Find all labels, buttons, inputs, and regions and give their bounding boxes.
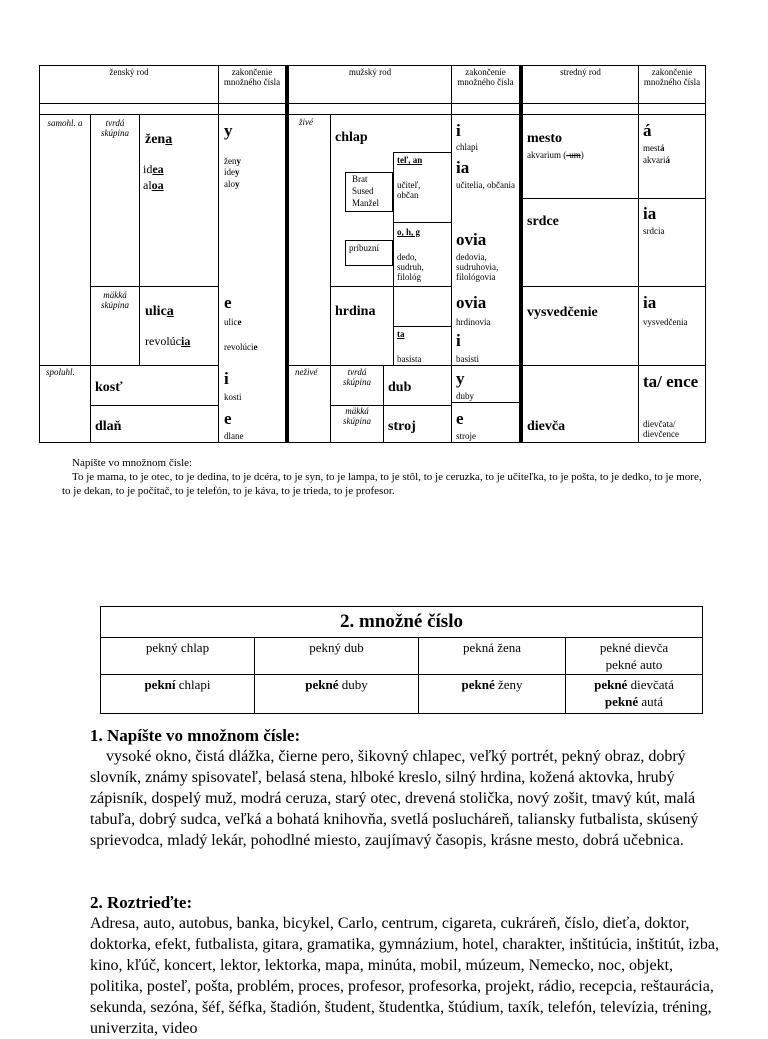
word-dlan: dlaň xyxy=(95,419,122,434)
label-tel-an: teľ, an xyxy=(397,155,423,165)
header-ending-male: zakončenie množného čísla xyxy=(457,67,514,87)
cell-pekna-zena: pekná žena xyxy=(419,638,566,675)
exercise-body: To je mama, to je otec, to je dedina, to je dcéra, to je syn, to je lampa, to je stôl, to je ceruzka, to je učiteľka, to je pošta, to je dedko, to je more, to je dekan, to je počítač, to je telefón, to je káva, to je trieda, to je profesor. xyxy=(62,471,702,497)
ending-ia2-neuter: ia xyxy=(643,293,657,312)
label-ta: ta xyxy=(397,329,405,339)
header-neuter: stredný rod xyxy=(560,67,601,77)
ending-ia-neuter: ia xyxy=(643,204,657,223)
word-kosti: kosti xyxy=(224,392,242,402)
word-brat: Brat xyxy=(352,174,368,184)
word-mesto: mesto xyxy=(527,131,562,146)
word-chlapi: chlapi xyxy=(456,142,478,152)
plural-table xyxy=(100,606,703,714)
word-dlane: dlane xyxy=(224,431,244,441)
word-akvaria: akvariá xyxy=(643,155,670,165)
section-2-title: 2. Roztrieďte: xyxy=(90,893,193,912)
header-ending-neuter: zakončenie množného čísla xyxy=(643,67,701,87)
cell-pekne-dievcata: pekné dievčatá pekné autá xyxy=(566,675,703,714)
ending-ta-ence: ta/ ence xyxy=(643,372,699,391)
ending-e2: e xyxy=(224,409,232,428)
cell-pekni-chlapi: pekní chlapi xyxy=(101,675,255,714)
ending-y: y xyxy=(224,121,233,140)
cell-pekne-duby: pekné duby xyxy=(255,675,419,714)
section-1-title: 1. Napíšte vo množnom čísle: xyxy=(90,726,301,745)
label-makka-female: mäkká skúpina xyxy=(101,290,129,310)
word-aloa: aloa xyxy=(143,178,164,192)
header-male: mužský rod xyxy=(348,67,392,77)
word-hrdina: hrdina xyxy=(335,304,376,319)
ending-y-male: y xyxy=(456,369,465,388)
label-makka-male: mäkká skúpina xyxy=(343,406,371,426)
word-manzel: Manžel xyxy=(352,198,379,208)
word-ulice: ulice xyxy=(224,317,242,327)
ending-e-male: e xyxy=(456,409,464,428)
cell-pekny-chlap: pekný chlap xyxy=(101,638,255,675)
word-dievca: dievča xyxy=(527,419,566,434)
word-mesta: mestá xyxy=(643,143,665,153)
word-stroj: stroj xyxy=(388,419,416,434)
word-hrdinovia: hrdinovia xyxy=(456,317,491,327)
word-ulica: ulica xyxy=(145,304,174,319)
word-zeny: ženy xyxy=(224,156,241,166)
word-srdce: srdce xyxy=(527,214,559,229)
label-o-h-g: o, h, g xyxy=(397,227,421,237)
ending-e: e xyxy=(224,293,232,312)
word-aloy: aloy xyxy=(224,179,240,189)
word-ucitelia: učitelia, občania xyxy=(456,180,515,190)
ending-i-male: i xyxy=(456,121,461,140)
word-sused: Sused xyxy=(352,186,374,196)
label-nezive: neživé xyxy=(295,367,318,377)
word-pribuzni: príbuzní xyxy=(349,243,379,253)
section-2 xyxy=(90,892,720,1037)
cell-pekne-zeny: pekné ženy xyxy=(419,675,566,714)
ending-ovia: ovia xyxy=(456,230,487,249)
word-dedo: dedo, sudruh, filológ xyxy=(397,252,424,282)
word-duby: duby xyxy=(456,391,474,401)
word-stroje: stroje xyxy=(456,431,476,441)
header-ending-female: zakončenie množného čísla xyxy=(223,67,281,87)
ending-i2-male: i xyxy=(456,331,461,350)
ending-a: á xyxy=(643,121,652,140)
header-female: ženský rod xyxy=(109,67,149,77)
label-spoluhl: spoluhl. xyxy=(46,367,75,377)
word-revolucia: revolúcia xyxy=(145,334,191,348)
ending-i-female: i xyxy=(224,369,229,388)
word-idea: idea xyxy=(143,162,164,176)
word-dievcata: dievčata/ dievčence xyxy=(643,419,679,439)
word-vysvedcenia: vysvedčenia xyxy=(643,317,688,327)
word-dub: dub xyxy=(388,380,412,395)
label-zive: živé xyxy=(299,117,313,127)
label-tvrda-male: tvrdá skúpina xyxy=(343,367,371,387)
section-1 xyxy=(90,725,720,851)
word-kost: kosť xyxy=(95,380,123,395)
label-tvrda-female: tvrdá skúpina xyxy=(101,118,129,138)
plural-table-title: 2. množné číslo xyxy=(101,607,703,638)
word-srdcia: srdcia xyxy=(643,226,665,236)
exercise-title: Napíšte vo množnom čísle: xyxy=(72,457,193,469)
word-dedovia: dedovia, sudruhovia, filológovia xyxy=(456,252,499,282)
ending-ia-male: ia xyxy=(456,158,470,177)
word-vysvedcenie: vysvedčenie xyxy=(527,305,598,320)
word-akvarium: akvarium (-um) xyxy=(527,150,584,160)
word-chlap: chlap xyxy=(335,130,368,145)
word-revolucie: revolúcie xyxy=(224,342,258,352)
word-idey: idey xyxy=(224,167,240,177)
word-ucitel: učiteľ, občan xyxy=(397,180,421,200)
section-2-body: Adresa, auto, autobus, banka, bicykel, Carlo, centrum, cigareta, cukráreň, číslo, dieťa, doktor, doktorka, efekt, futbalista, gitara, gramatika, gymnázium, hotel, charakter, inštitúcia, inštitút, izba, kino, kľúč, koncert, lektor, lektorka, mapa, minúta, mobil, múzeum, Nemecko, noc, objekt, politika, posteľ, pošta, problém, proces, profesor, profesorka, projekt, rádio, recepcia, reštaurácia, sekunda, sezóna, šéf, šéfka, štadión, študent, študentka, štúdium, taxík, telefón, televízia, tréning, univerzita, video xyxy=(90,915,719,1037)
word-basisti: basisti xyxy=(456,354,480,364)
word-basista: basista xyxy=(397,354,422,364)
word-zena: žena xyxy=(145,132,173,147)
section-1-body: vysoké okno, čistá dlážka, čierne pero, šikovný chlapec, veľký portrét, pekný obraz, dobrý slovník, známy spisovateľ, belasá stena, hlboké kreslo, silný hrdina, kožená aktovka, hrubý zápisník, dospelý muž, modrá ceruza, starý otec, drevená stolička, nový zošit, tmavý kút, malá tabuľa, dobrý sudca, veľká a bohatá knihovňa, svetlá poslucháreň, taliansky futbalista, skúsený sprievodca, mladý lekár, pohodlné miesto, zaujímavý časopis, krásne mesto, dobrá učebnica. xyxy=(90,748,699,849)
label-samohl: samohl. a xyxy=(47,118,83,128)
cell-pekny-dub: pekný dub xyxy=(255,638,419,675)
ending-ovia2: ovia xyxy=(456,293,487,312)
cell-pekne-dievca: pekné dievča pekné auto xyxy=(566,638,703,675)
